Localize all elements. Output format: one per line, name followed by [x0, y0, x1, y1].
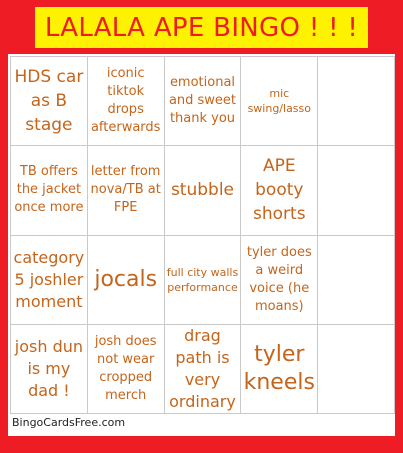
bingo-card	[8, 54, 395, 436]
bingo-cell[interactable]: jocals	[88, 236, 165, 325]
bingo-cell[interactable]	[318, 146, 395, 235]
bingo-cell[interactable]: HDS car as B stage	[11, 57, 88, 146]
bingo-cell[interactable]: tyler kneels	[241, 325, 318, 414]
bingo-cell[interactable]: TB offers the jacket once more	[11, 146, 88, 235]
bingo-cell[interactable]	[318, 236, 395, 325]
bingo-cell[interactable]: josh dun is my dad !	[11, 325, 88, 414]
bingo-cell[interactable]	[318, 325, 395, 414]
bingo-cell[interactable]: stubble	[165, 146, 242, 235]
bingo-cell[interactable]	[318, 57, 395, 146]
bingo-cell[interactable]: josh does not wear cropped merch	[88, 325, 165, 414]
title-area	[0, 0, 403, 54]
bingo-cell[interactable]: mic swing/lasso	[241, 57, 318, 146]
bingo-cell[interactable]: drag path is very ordinary	[165, 325, 242, 414]
bingo-title: LALALA APE BINGO ! ! !	[35, 7, 368, 48]
bingo-cell[interactable]: APE booty shorts	[241, 146, 318, 235]
bingo-cell[interactable]: full city walls performance	[165, 236, 242, 325]
bingo-cell[interactable]: category 5 joshler moment	[11, 236, 88, 325]
footer-credit: BingoCardsFree.com	[12, 416, 126, 429]
bingo-cell[interactable]: tyler does a weird voice (he moans)	[241, 236, 318, 325]
bingo-cell[interactable]: emotional and sweet thank you	[165, 57, 242, 146]
bingo-grid	[10, 56, 395, 414]
bingo-cell[interactable]: iconic tiktok drops afterwards	[88, 57, 165, 146]
bingo-cell[interactable]: letter from nova/TB at FPE	[88, 146, 165, 235]
